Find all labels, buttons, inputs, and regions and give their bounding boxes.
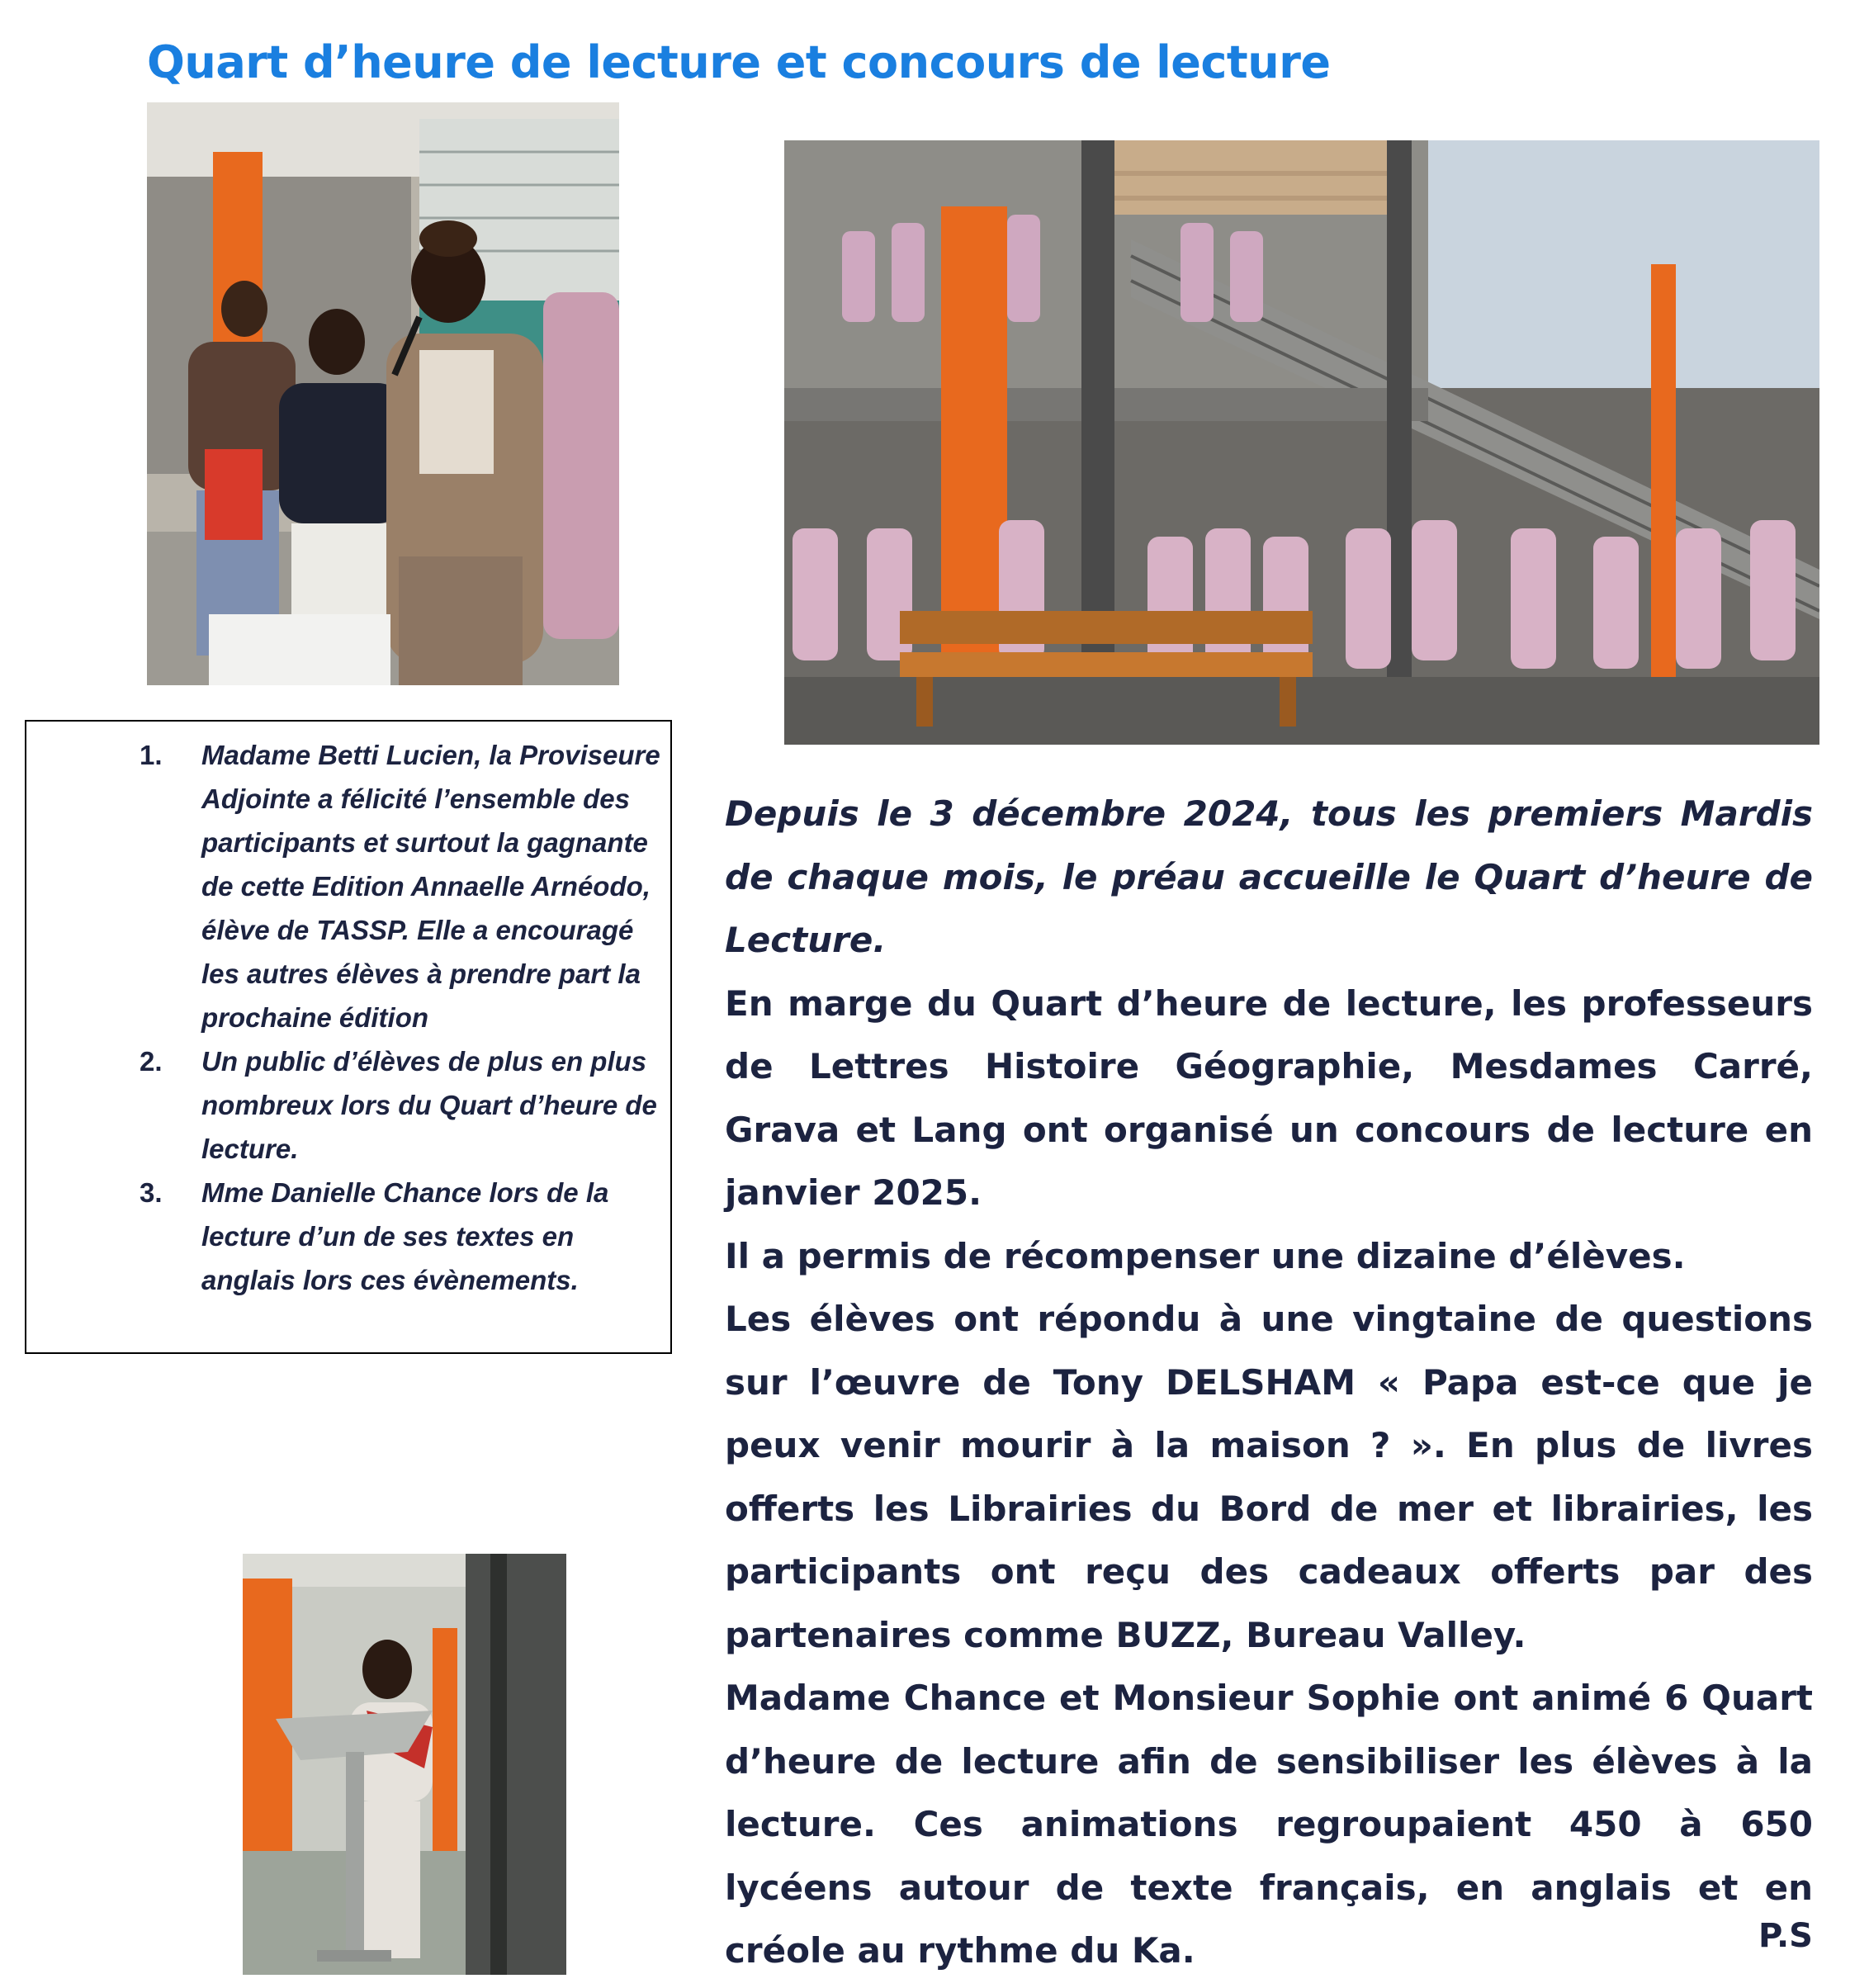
caption-box	[25, 720, 672, 1354]
article-paragraph: Les élèves ont répondu à une vingtaine de questions sur l’œuvre de Tony DELSHAM « Papa est-ce que je peux venir mourir à la maison ? ». En plus de livres offerts les Librairies du Bord de mer et librairies, les participants ont reçu des cadeaux offerts par des partenaires comme BUZZ, Bureau Valley.	[725, 1299, 1813, 1655]
article-paragraph: Il a permis de récompenser une dizaine d’élèves.	[725, 1235, 1686, 1276]
caption-number: 3.	[140, 1177, 163, 1208]
caption-text: Un public d’élèves de plus en plus nombreux lors du Quart d’heure de lecture.	[201, 1046, 657, 1164]
caption-number: 1.	[140, 740, 163, 770]
photo-student-crowd	[784, 140, 1819, 745]
article-paragraph: En marge du Quart d’heure de lecture, les professeurs de Lettres Histoire Géographie, Mesdames Carré, Grava et Lang ont organisé un concours de lecture en janvier 2025.	[725, 982, 1813, 1213]
article-body	[725, 783, 1813, 1983]
photo-reader-at-lectern	[243, 1554, 566, 1975]
photo-2-image	[784, 140, 1819, 745]
caption-item	[113, 1039, 666, 1171]
caption-item	[113, 1171, 666, 1302]
photo-speech-with-microphone	[147, 102, 619, 685]
article-intro: Depuis le 3 décembre 2024, tous les premiers Mardis de chaque mois, le préau accueille le Quart d’heure de Lecture.	[725, 793, 1813, 960]
caption-item	[113, 733, 666, 1039]
page-title: Quart d’heure de lecture et concours de lecture	[147, 36, 1331, 88]
author-signature: P.S	[1758, 1917, 1813, 1955]
photo-3-image	[243, 1554, 566, 1975]
article-paragraph: Madame Chance et Monsieur Sophie ont animé 6 Quart d’heure de lecture afin de sensibiliser les élèves à la lecture. Ces animations regroupaient 450 à 650 lycéens autour de texte français, en anglais et en créole au rythme du Ka.	[725, 1678, 1813, 1971]
caption-text: Mme Danielle Chance lors de la lecture d’un de ses textes en anglais lors ces évènements.	[201, 1177, 609, 1295]
caption-number: 2.	[140, 1046, 163, 1077]
caption-text: Madame Betti Lucien, la Proviseure Adjointe a félicité l’ensemble des participants et surtout la gagnante de cette Edition Annaelle Arnéodo, élève de TASSP. Elle a encouragé les autres élèves à prendre part la prochaine édition	[201, 740, 660, 1033]
photo-1-image	[147, 102, 619, 685]
caption-list	[113, 733, 666, 1302]
